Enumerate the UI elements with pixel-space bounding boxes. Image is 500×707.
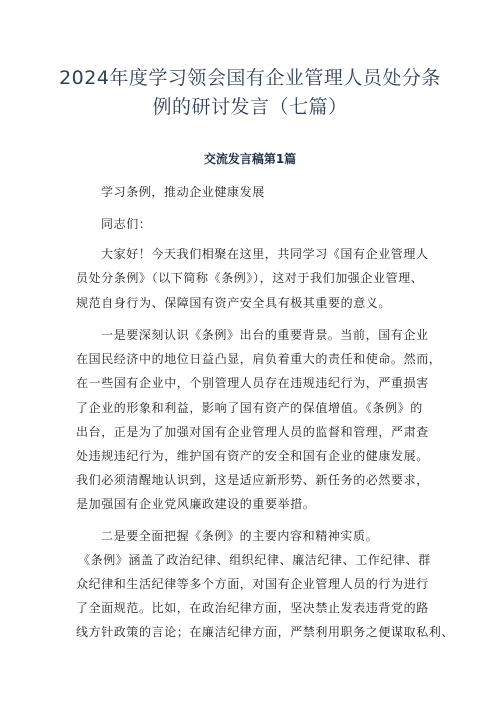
section-heading: 交流发言稿第1篇 — [203, 152, 297, 166]
paragraph-3-line-3: 众纪律和生活纪律等多个方面，对国有企业管理人员的行为进行 — [76, 577, 429, 591]
topic-line: 学习条例，推动企业健康发展 — [101, 185, 265, 199]
document-title-line-1: 2024年度学习领会国有企业管理人员处分条 — [59, 67, 441, 89]
document-title-line-2: 例的研讨发言（七篇） — [152, 96, 348, 118]
paragraph-1-line-1: 大家好！今天我们相聚在这里，共同学习《国有企业管理人 — [101, 247, 429, 261]
paragraph-2-line-4: 了企业的形象和利益，影响了国有资产的保值增值。《条例》的 — [76, 401, 423, 415]
paragraph-2-line-3: 在一些国有企业中，个别管理人员存在违规违纪行为，严重损害 — [76, 376, 429, 390]
paragraph-2-line-1: 一是要深刻认识《条例》出台的重要背景。当前，国有企业 — [101, 328, 429, 342]
paragraph-2-line-6: 处违规违纪行为，维护国有资产的安全和国有企业的健康发展。 — [76, 449, 429, 463]
paragraph-2-line-8: 是加强国有企业党风廉政建设的重要举措。 — [76, 497, 316, 511]
paragraph-3-line-2: 《条例》涵盖了政治纪律、组织纪律、廉洁纪律、工作纪律、群 — [78, 553, 431, 567]
paragraph-2-line-5: 出台，正是为了加强对国有企业管理人员的监督和管理，严肃查 — [76, 425, 429, 439]
paragraph-2-line-2: 在国民经济中的地位日益凸显，肩负着重大的责任和使命。然而， — [76, 352, 442, 366]
paragraph-1-line-2: 员处分条例》（以下简称《条例》），这对于我们加强企业管理、 — [76, 271, 424, 285]
paragraph-3-line-5: 线方针政策的言论；在廉洁纪律方面，严禁利用职务之便谋取私利、 — [76, 625, 455, 639]
salutation: 同志们： — [101, 217, 152, 231]
paragraph-3-line-1: 二是要全面把握《条例》的主要内容和精神实质。 — [101, 529, 379, 543]
paragraph-1-line-3: 规范自身行为、保障国有资产安全具有极其重要的意义。 — [76, 296, 392, 310]
paragraph-3-line-4: 了全面规范。比如，在政治纪律方面，坚决禁止发表违背党的路 — [76, 601, 429, 615]
paragraph-2-line-7: 我们必须清醒地认识到，这是适应新形势、新任务的必然要求， — [76, 473, 429, 487]
